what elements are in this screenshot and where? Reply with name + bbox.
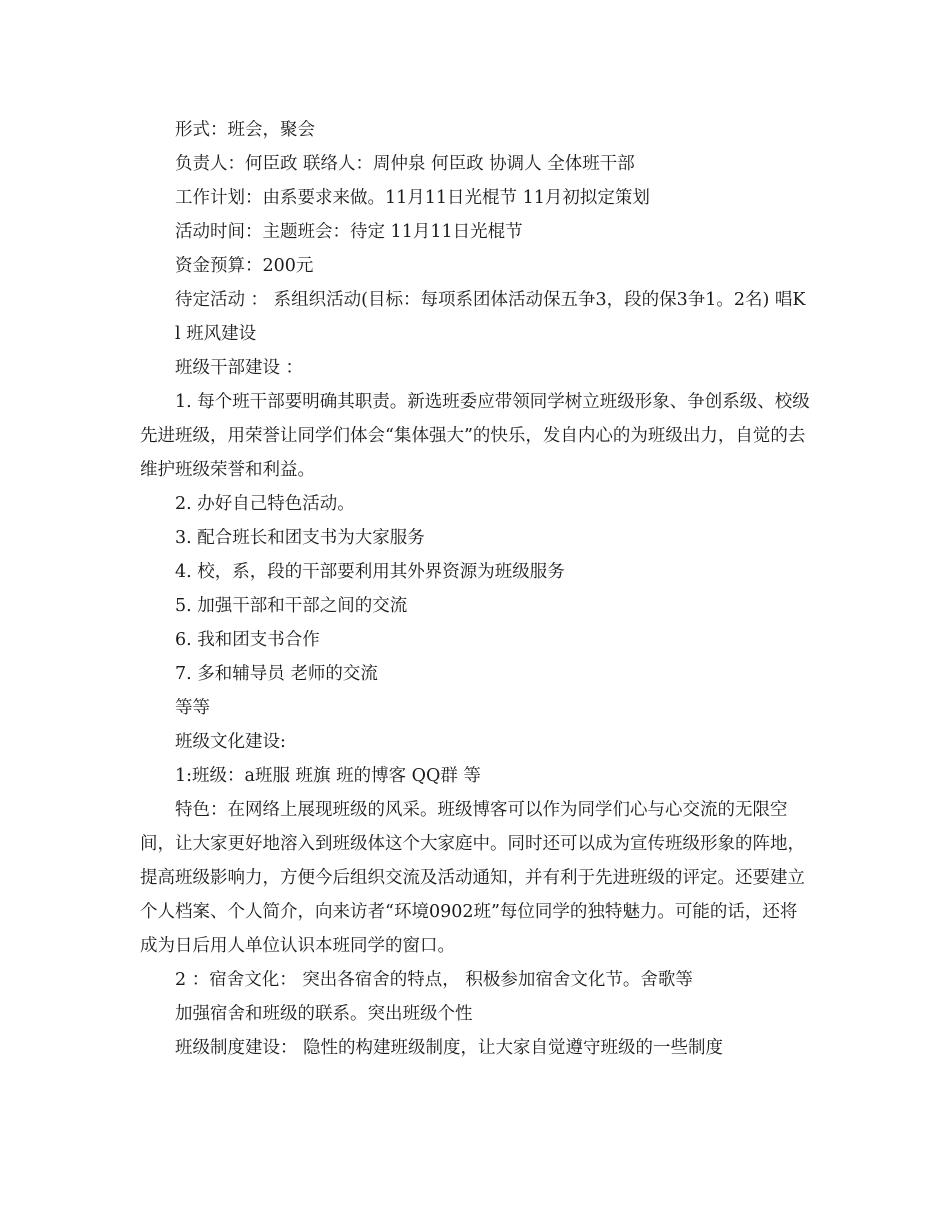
paragraph-item-4: 4. 校，系，段的干部要利用其外界资源为班级服务	[175, 562, 565, 582]
paragraph-pending-activity: 待定活动 ： 系组织活动(目标：每项系团体活动保五争3，段的保3争1。2名) 唱K	[175, 290, 806, 310]
paragraph-budget: 资金预算：200元	[175, 256, 314, 276]
paragraph-dorm-culture: 2 ：宿舍文化： 突出各宿舍的特点， 积极参加宿舍文化节。舍歌等	[175, 970, 693, 990]
paragraph-work-plan: 工作计划：由系要求来做。11月11日光棍节 11月初拟定策划	[175, 188, 650, 208]
paragraph-item-3: 3. 配合班长和团支书为大家服务	[175, 528, 425, 548]
paragraph-class-items: 1:班级：a班服 班旗 班的博客 QQ群 等	[175, 766, 481, 786]
paragraph-item-1: 1. 每个班干部要明确其职责。新选班委应带领同学树立班级形象、争创系级、校级先进班级，用荣誉让同学们体会“集体强大”的快乐，发自内心的为班级出力，自觉的去维护班级荣誉和利益。	[140, 392, 810, 480]
paragraph-form: 形式：班会，聚会	[175, 120, 315, 140]
paragraph-responsible: 负责人：何臣政 联络人：周仲泉 何臣政 协调人 全体班干部	[175, 154, 635, 174]
paragraph-item-2: 2. 办好自己特色活动。	[175, 494, 355, 514]
paragraph-item-7: 7. 多和辅导员 老师的交流	[175, 664, 378, 684]
paragraph-activity-time: 活动时间：主题班会：待定 11月11日光棍节	[175, 222, 523, 242]
paragraph-dorm-link: 加强宿舍和班级的联系。突出班级个性	[175, 1004, 473, 1024]
paragraph-features: 特色：在网络上展现班级的风采。班级博客可以作为同学们心与心交流的无限空间，让大家更好地溶入到班级体这个大家庭中。同时还可以成为宣传班级形象的阵地，提高班级影响力，方便今后组织交流及活动通知，并有利于先进班级的评定。还要建立个人档案、个人简介，向来访者“环境0902班”每位同学的独特魅力。可能的话，还将成为日后用人单位认识本班同学的窗口。	[140, 800, 805, 956]
document-body	[140, 113, 812, 1065]
paragraph-etc: 等等	[175, 698, 210, 718]
paragraph-item-5: 5. 加强干部和干部之间的交流	[175, 596, 408, 616]
paragraph-culture-building: 班级文化建设:	[175, 732, 286, 752]
paragraph-system-building: 班级制度建设： 隐性的构建班级制度，让大家自觉遵守班级的一些制度	[175, 1038, 724, 1058]
paragraph-class-style: l 班风建设	[175, 324, 257, 344]
paragraph-item-6: 6. 我和团支书合作	[175, 630, 320, 650]
paragraph-cadre-building: 班级干部建设 ：	[175, 358, 304, 378]
